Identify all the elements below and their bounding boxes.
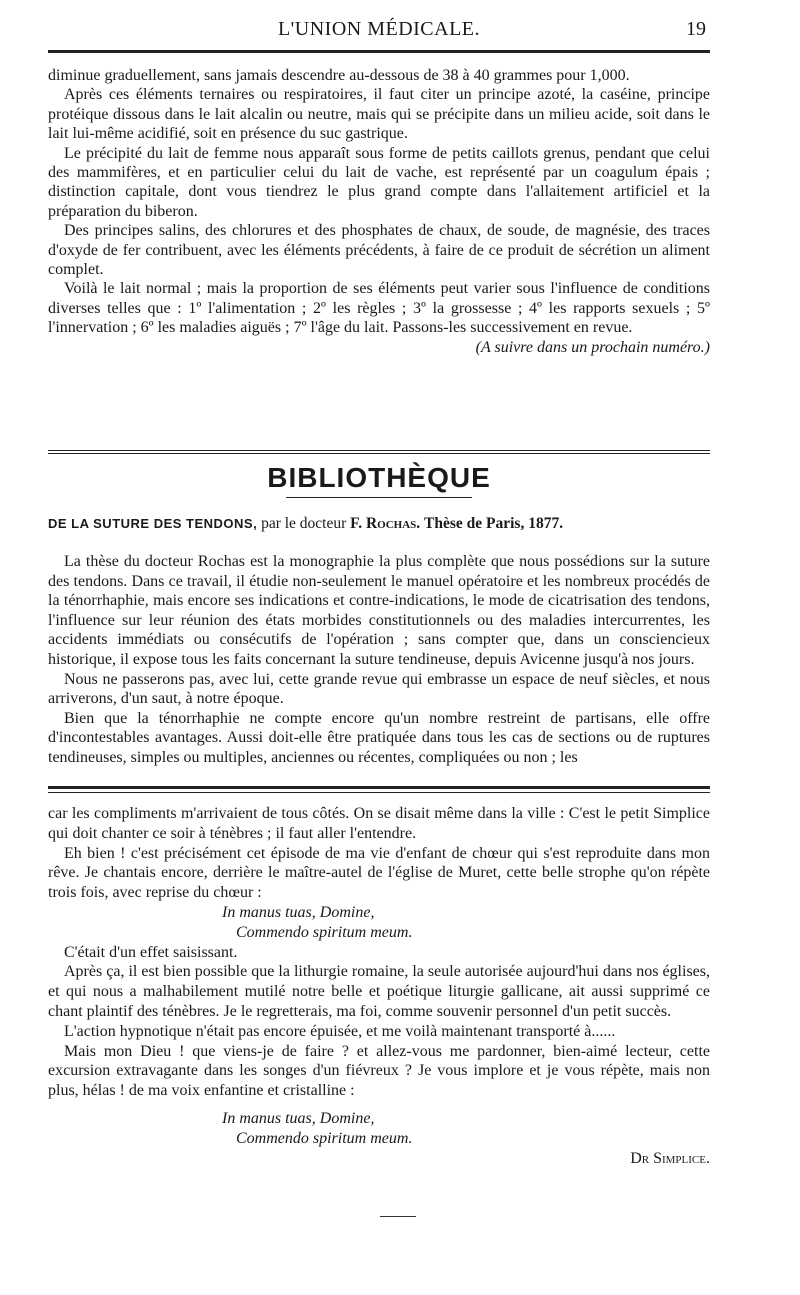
feuilleton-paragraph: C'était d'un effet saisissant. xyxy=(64,943,238,961)
book-source: Thèse de Paris, 1877. xyxy=(424,515,564,532)
continuation-note: (A suivre dans un prochain numéro.) xyxy=(475,338,710,356)
section-rule-top-2 xyxy=(48,453,710,454)
verse-line: Commendo spiritum meum. xyxy=(236,923,413,941)
journal-title: L'UNION MÉDICALE. xyxy=(277,18,481,40)
book-author: F. Rochas. xyxy=(350,515,421,532)
article-continued xyxy=(48,66,710,357)
feuilleton-paragraph: Après ça, il est bien possible que la lithurgie romaine, la seule autorisée aujourd'hui dans nos églises, et qui nous a malhabilement mutilé notre belle et poétique liturgie gallicane, ait aussi supprimé ce chant plaintif des ténèbres. Je le regretterais, ma foi, comme souvenir personnel d'un petit succès. xyxy=(48,963,710,1020)
signature: Dr Simplice. xyxy=(630,1149,710,1167)
verse-line: Commendo spiritum meum. xyxy=(236,1129,413,1147)
feuilleton-paragraph: Mais mon Dieu ! que viens-je de faire ? et allez-vous me pardonner, bien-aimé lecteur, cette excursion extravagante dans les songes d'un fiévreux ? Je vous implore et je vous répète, mais non plus, hélas ! de ma voix enfantine et cristalline : xyxy=(48,1042,710,1100)
end-rule xyxy=(380,1216,416,1217)
article-paragraph: Le précipité du lait de femme nous apparaît sous forme de petits caillots grenus, pendant que celui des mammifères, et en particulier celui du lait de vache, est représenté par un coagulum épais ; distinction capitale, dont vous tiendrez le plus grand compte dans l'allaitement artificiel et la préparation du biberon. xyxy=(48,144,710,220)
section-title-rule xyxy=(286,497,472,498)
book-title: DE LA SUTURE DES TENDONS, xyxy=(48,516,258,531)
article-paragraph: Après ces éléments ternaires ou respiratoires, il faut citer un principe azoté, la caséine, principe protéique dissous dans le lait alcalin ou neutre, mais qui se précipite dans un milieu acide, soit dans le lait lui-même acidifié, soit en présence du suc gastrique. xyxy=(48,86,710,143)
section-rule-top xyxy=(48,450,710,451)
section-title: BIBLIOTHÈQUE xyxy=(267,462,491,493)
review-body xyxy=(48,552,710,768)
header-rule xyxy=(48,50,710,53)
feuilleton-rule xyxy=(48,786,710,789)
article-paragraph: Voilà le lait normal ; mais la proportion de ses éléments peut varier sous l'influence de conditions diverses telles que : 1º l'alimentation ; 2º les règles ; 3º la grossesse ; 4º les rapports sexuels ; 5º l'innervation ; 6º les maladies aiguës ; 7º l'âge du lait. Passons-les successivement en revue. xyxy=(48,280,710,337)
page-number: 19 xyxy=(686,18,706,40)
article-paragraph: diminue graduellement, sans jamais descendre au-dessous de 38 à 40 grammes pour 1,000. xyxy=(48,67,630,84)
verse-line: In manus tuas, Domine, xyxy=(222,903,375,921)
page-header xyxy=(48,18,710,46)
feuilleton xyxy=(48,804,710,1168)
feuilleton-paragraph: L'action hypnotique n'était pas encore épuisée, et me voilà maintenant transporté à...... xyxy=(64,1022,616,1040)
book-reference xyxy=(48,514,710,533)
feuilleton-paragraph: car les compliments m'arrivaient de tous côtés. On se disait même dans la ville : C'est le petit Simplice qui doit chanter ce soir à ténèbres ; il faut aller l'entendre. xyxy=(48,805,710,842)
review-paragraph: Bien que la ténorrhaphie ne compte encore qu'un nombre restreint de partisans, elle offre d'incontestables avantages. Aussi doit-elle être pratiquée dans tous les cas de sections ou de ruptures tendineuses, simples ou multiples, anciennes ou récentes, compliquées ou non ; les xyxy=(48,709,710,766)
feuilleton-paragraph: Eh bien ! c'est précisément cet épisode de ma vie d'enfant de chœur qui s'est reproduite dans mon rêve. Je chantais encore, derrière le maître-autel de l'église de Muret, cette belle strophe qu'on répète trois fois, avec reprise du chœur : xyxy=(48,844,710,902)
verse-line: In manus tuas, Domine, xyxy=(222,1109,375,1127)
article-paragraph: Des principes salins, des chlorures et des phosphates de chaux, de soude, de magnésie, des traces d'oxyde de fer contribuent, avec les éléments précédents, à faire de ce produit de sécrétion un aliment complet. xyxy=(48,222,710,279)
review-paragraph: Nous ne passerons pas, avec lui, cette grande revue qui embrasse un espace de neuf siècles, et nous arriverons, d'un saut, à notre époque. xyxy=(48,670,710,708)
book-author-prefix: par le docteur xyxy=(261,515,347,532)
feuilleton-rule-2 xyxy=(48,792,710,793)
review-paragraph: La thèse du docteur Rochas est la monographie la plus complète que nous possédions sur la suture des tendons. Dans ce travail, il étudie non-seulement le manuel opératoire et les nombreux procédés de la ténorrhaphie, mais encore ses indications et contre-indications, le mode de cicatrisation des tendons, l'influence sur leur réunion des états morbides constitutionnels ou des maladies intercurrentes, les accidents immédiats ou consécutifs de l'opération ; sans compter que, dans un consciencieux historique, il expose tous les faits concernant la suture tendineuse, depuis Avicenne jusqu'à nos jours. xyxy=(48,553,710,668)
